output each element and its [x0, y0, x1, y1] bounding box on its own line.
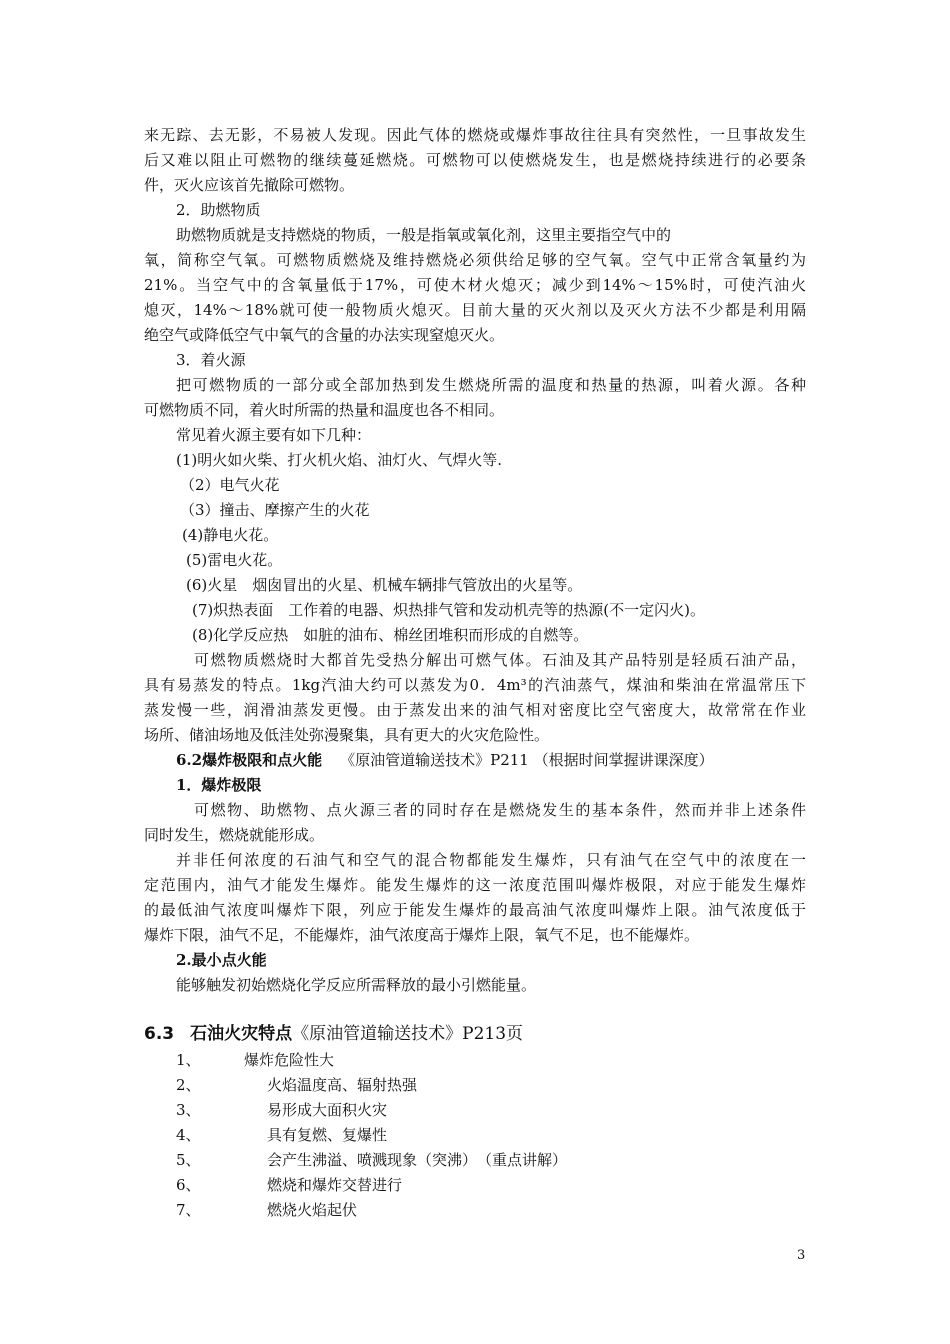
- sources-intro: 常见着火源主要有如下几种：: [176, 426, 372, 444]
- section-6-2-title: 6.2爆炸极限和点火能: [176, 751, 323, 769]
- subsection-1-p2-line-2: 定范围内，油气才能发生爆炸。能发生爆炸的这一浓度范围叫爆炸极限，对应于能发生爆炸: [144, 876, 806, 894]
- feature-number: 5、: [176, 1151, 201, 1169]
- intro-line-1: 来无踪、去无影，不易被人发现。因此气体的燃烧或爆炸事故往往具有突然性，一旦事故发生: [144, 126, 806, 144]
- section-6-3-heading: [144, 1022, 523, 1046]
- section-3-title: 3．着火源: [176, 351, 246, 369]
- subsection-2-title: 2.最小点火能: [176, 951, 267, 969]
- intro-line-2: 后又难以阻止可燃物的继续蔓延燃烧。可燃物可以使燃烧发生，也是燃烧持续进行的必要条: [144, 151, 806, 169]
- vapor-line-1: 可燃物质燃烧时大都首先受热分解出可燃气体。石油及其产品特别是轻质石油产品，: [194, 651, 806, 669]
- source-item-4: (4)静电火花。: [182, 526, 279, 544]
- feature-number: 6、: [176, 1176, 201, 1194]
- feature-text: 燃烧和爆炸交替进行: [267, 1176, 403, 1194]
- section-6-3-title: 石油火灾特点: [190, 1024, 293, 1044]
- subsection-2-text: 能够触发初始燃烧化学反应所需释放的最小引燃能量。: [176, 976, 537, 994]
- feature-text: 爆炸危险性大: [244, 1051, 335, 1069]
- subsection-1-p2-line-3: 的最低油气浓度叫爆炸下限，列应于能发生爆炸的最高油气浓度叫爆炸上限。油气浓度低于: [144, 901, 806, 919]
- feature-text: 火焰温度高、辐射热强: [267, 1076, 418, 1094]
- section-2-line-5: 绝空气或降低空气中氧气的含量的办法实现窒熄灭火。: [144, 326, 505, 344]
- source-item-8: (8)化学反应热 如脏的油布、棉丝团堆积而形成的自燃等。: [192, 626, 589, 644]
- source-item-6: (6)火星 烟囱冒出的火星、机械车辆排气管放出的火星等。: [186, 576, 583, 594]
- page-number: 3: [797, 1248, 806, 1263]
- subsection-1-p2-line-4: 爆炸下限，油气不足，不能爆炸，油气浓度高于爆炸上限，氧气不足，也不能爆炸。: [144, 926, 700, 944]
- subsection-1-p1-line-2: 同时发生，燃烧就能形成。: [144, 826, 325, 844]
- feature-number: 4、: [176, 1126, 201, 1144]
- section-6-2-reference: 《原油管道输送技术》P211 （根据时间掌握讲课深度）: [340, 751, 714, 769]
- section-6-2-heading: [176, 748, 714, 772]
- feature-text: 易形成大面积火灾: [267, 1101, 388, 1119]
- feature-text: 具有复燃、复爆性: [267, 1126, 388, 1144]
- section-2-line-2: 氧，简称空气氧。可燃物质燃烧及维持燃烧必须供给足够的空气氧。空气中正常含氧量约为: [144, 251, 806, 269]
- source-item-2: （2）电气火花: [180, 476, 280, 494]
- subsection-1-p2-line-1: 并非任何浓度的石油气和空气的混合物都能发生爆炸，只有油气在空气中的浓度在一: [176, 851, 806, 869]
- feature-number: 2、: [176, 1076, 201, 1094]
- feature-text: 会产生沸溢、喷溅现象（突沸） （重点讲解）: [267, 1151, 568, 1169]
- feature-text: 燃烧火焰起伏: [267, 1201, 358, 1219]
- source-item-5: (5)雷电火花。: [186, 551, 283, 569]
- vapor-line-3: 蒸发慢一些，润滑油蒸发更慢。由于蒸发出来的油气相对密度比空气密度大，故常常在作业: [144, 701, 806, 719]
- source-item-3: （3）撞击、摩擦产生的火花: [180, 501, 370, 519]
- section-2-line-1: 助燃物质就是支持燃烧的物质，一般是指氧或氧化剂，这里主要指空气中的: [176, 226, 672, 244]
- section-2-line-3: 21%。当空气中的含氧量低于17%，可使木材火熄灭；减少到14%～15%时，可使汽油火: [144, 276, 806, 294]
- section-6-3-number: 6.3: [144, 1024, 175, 1044]
- feature-number: 3、: [176, 1101, 201, 1119]
- section-3-line-1: 把可燃物质的一部分或全部加热到发生燃烧所需的温度和热量的热源，叫着火源。各种: [176, 376, 806, 394]
- section-2-title: 2．助燃物质: [176, 201, 261, 219]
- section-6-3-reference: 《原油管道输送技术》P213页: [292, 1024, 524, 1044]
- source-item-7: (7)炽热表面 工作着的电器、炽热排气管和发动机壳等的热源(不一定闪火)。: [192, 601, 705, 619]
- subsection-1-title: 1．爆炸极限: [176, 776, 262, 794]
- intro-line-3: 件，灭火应该首先撤除可燃物。: [144, 176, 355, 194]
- section-3-line-2: 可燃物质不同，着火时所需的热量和温度也各不相同。: [144, 401, 505, 419]
- vapor-line-2: 具有易蒸发的特点。1kg汽油大约可以蒸发为0．4m³的汽油蒸气，煤油和柴油在常温常压下: [144, 676, 806, 694]
- section-2-line-4: 熄灭，14%～18%就可使一般物质火熄灭。目前大量的灭火剂以及灭火方法不少都是利用隔: [144, 301, 806, 319]
- vapor-line-4: 场所、储油场地及低洼处弥漫聚集，具有更大的火灾危险性。: [144, 726, 550, 744]
- subsection-1-p1-line-1: 可燃物、助燃物、点火源三者的同时存在是燃烧发生的基本条件，然而并非上述条件: [194, 801, 806, 819]
- feature-number: 7、: [176, 1201, 201, 1219]
- feature-number: 1、: [176, 1051, 201, 1069]
- source-item-1: (1)明火如火柴、打火机火焰、油灯火、气焊火等.: [176, 451, 503, 469]
